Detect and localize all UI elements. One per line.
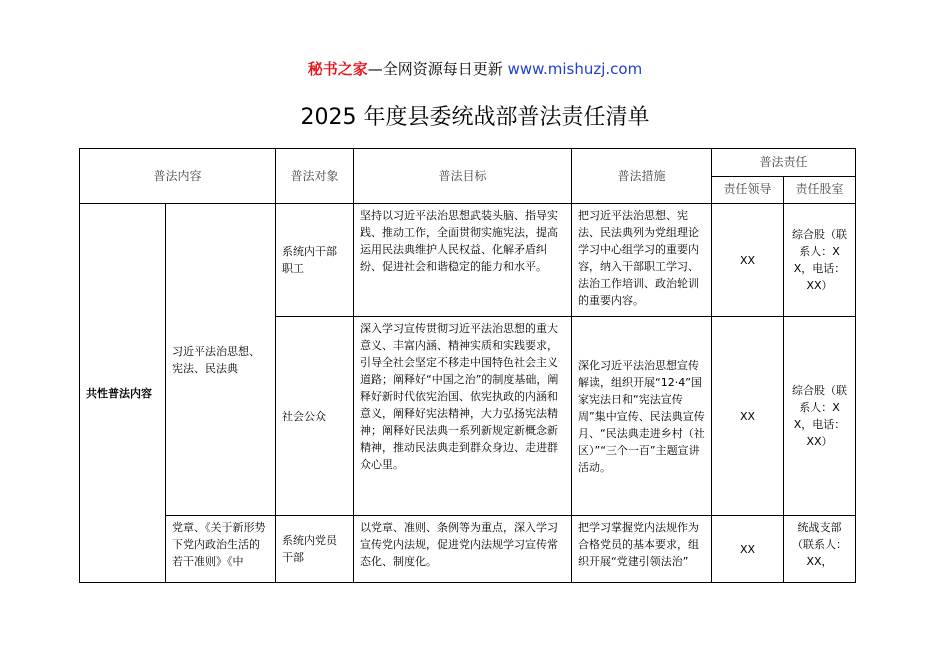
measure-cell: 深化习近平法治思想宣传解读，组织开展“12·4”国家宪法日和“宪法宣传周”集中宣传、民法典宣传月、“民法典走进乡村（社区）”“三个一百”主题宣讲活动。 [572, 317, 712, 516]
leader-cell: XX [712, 516, 784, 583]
section-cell: 综合股（联系人：XX，电话：XX） [784, 317, 856, 516]
category-cell: 共性普法内容 [80, 204, 166, 583]
goal-cell: 坚持以习近平法治思想武装头脑、指导实践、推动工作，全面贯彻实施宪法，提高运用民法典维护人民权益、化解矛盾纠纷、促进社会和谐稳定的能力和水平。 [354, 204, 572, 317]
object-cell: 系统内党员干部 [276, 516, 354, 583]
document-title: 2025 年度县委统战部普法责任清单 [300, 105, 650, 130]
section-cell: 统战支部（联系人：XX， [784, 516, 856, 583]
table-row [80, 516, 856, 583]
responsibility-table [79, 148, 856, 583]
header-goal: 普法目标 [354, 149, 572, 204]
brand-tagline: —全网资源每日更新 [367, 60, 508, 78]
site-watermark-header [0, 58, 950, 79]
header-leader: 责任领导 [712, 176, 784, 204]
topic-cell: 习近平法治思想、宪法、民法典 [166, 204, 276, 516]
header-measure: 普法措施 [572, 149, 712, 204]
header-row-1 [80, 149, 856, 177]
goal-cell: 以党章、准则、条例等为重点，深入学习宣传党内法规，促进党内法规学习宣传常态化、制度化。 [354, 516, 572, 583]
brand-url-link[interactable]: www.mishuzj.com [507, 60, 643, 78]
table-row [80, 204, 856, 317]
header-responsibility: 普法责任 [712, 149, 856, 177]
object-cell: 系统内干部职工 [276, 204, 354, 317]
measure-cell: 把习近平法治思想、宪法、民法典列为党组理论学习中心组学习的重要内容，纳入干部职工学习、法治工作培训、政治轮训的重要内容。 [572, 204, 712, 317]
leader-cell: XX [712, 204, 784, 317]
measure-cell: 把学习掌握党内法规作为合格党员的基本要求，组织开展“党建引领法治” [572, 516, 712, 583]
brand-name: 秘书之家 [307, 60, 368, 78]
object-cell: 社会公众 [276, 317, 354, 516]
topic-cell: 党章、《关于新形势下党内政治生活的若干准则》《中 [166, 516, 276, 583]
leader-cell: XX [712, 317, 784, 516]
header-content: 普法内容 [80, 149, 276, 204]
header-section: 责任股室 [784, 176, 856, 204]
goal-cell: 深入学习宣传贯彻习近平法治思想的重大意义、丰富内涵、精神实质和实践要求，引导全社会坚定不移走中国特色社会主义道路；阐释好“中国之治”的制度基础，阐释好新时代依宪治国、依宪执政的内涵和意义，阐释好宪法精神，大力弘扬宪法精神；阐释好民法典一系列新规定新概念新精神，推动民法典走到群众身边、走进群众心里。 [354, 317, 572, 516]
section-cell: 综合股（联系人：XX，电话：XX） [784, 204, 856, 317]
header-object: 普法对象 [276, 149, 354, 204]
